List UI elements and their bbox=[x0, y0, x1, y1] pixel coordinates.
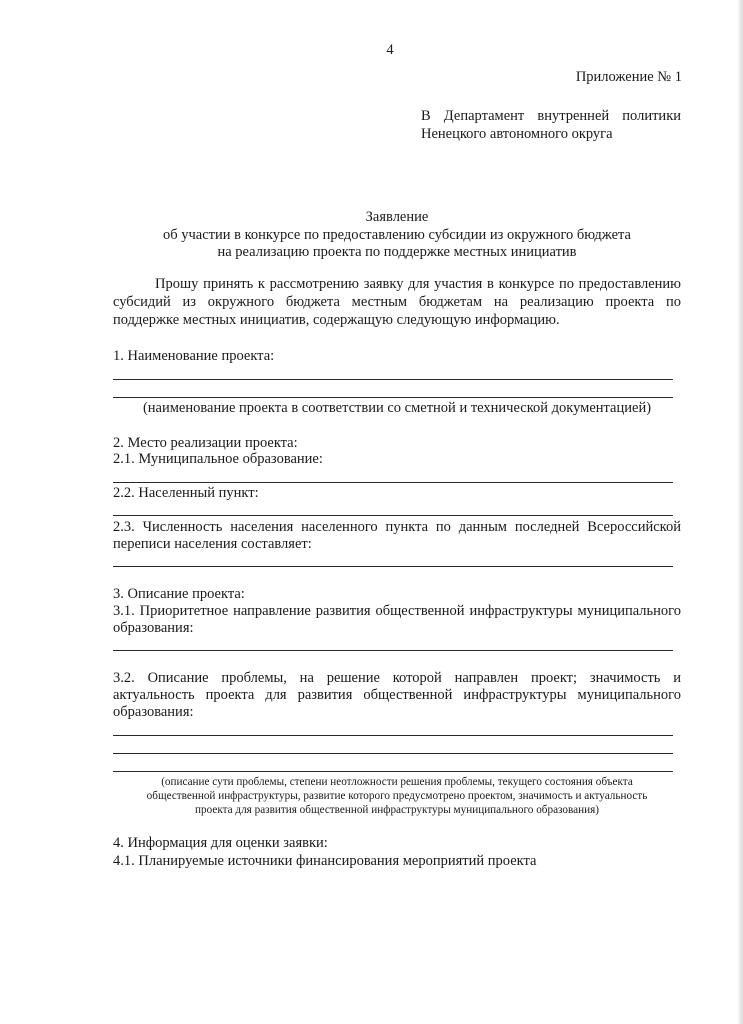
priority-label-line-2: образования: bbox=[113, 620, 194, 636]
problem-label-line-2: актуальность проекта для развития общественной инфраструктуры муниципального bbox=[113, 687, 681, 703]
problem-line-1 bbox=[113, 735, 673, 736]
section-3-hint-line-3: проекта для развития общественной инфраструктуры муниципального образования) bbox=[195, 804, 599, 816]
section-2-heading: 2. Место реализации проекта: bbox=[113, 435, 298, 451]
priority-label-line-1: 3.1. Приоритетное направление развития общественной инфраструктуры муниципального bbox=[113, 603, 681, 619]
intro-line-3: поддержке местных инициатив, содержащую следующую информацию. bbox=[113, 312, 560, 328]
municipality-label: 2.1. Муниципальное образование: bbox=[113, 451, 323, 467]
addressee-line-1: В Департамент внутренней политики bbox=[421, 108, 681, 124]
page-number: 4 bbox=[386, 42, 394, 58]
project-name-line-2 bbox=[113, 397, 673, 398]
section-3-hint-line-1: (описание сути проблемы, степени неотложности решения проблемы, текущего состояния объекта bbox=[161, 776, 633, 788]
priority-line bbox=[113, 650, 673, 651]
addressee-line-2: Ненецкого автономного округа bbox=[421, 126, 613, 142]
scan-edge-shadow bbox=[737, 0, 743, 1024]
settlement-label: 2.2. Населенный пункт: bbox=[113, 485, 259, 501]
intro-line-1: Прошу принять к рассмотрению заявку для участия в конкурсе по предоставлению bbox=[155, 276, 681, 292]
document-title: Заявление bbox=[365, 209, 429, 225]
section-4-heading: 4. Информация для оценки заявки: bbox=[113, 835, 328, 851]
section-3-heading: 3. Описание проекта: bbox=[113, 586, 245, 602]
document-subtitle-2: на реализацию проекта по поддержке местных инициатив bbox=[217, 244, 577, 260]
problem-line-2 bbox=[113, 753, 673, 754]
population-label-line-1: 2.3. Численность населения населенного пункта по данным последней Всероссийской bbox=[113, 519, 681, 535]
settlement-line bbox=[113, 515, 673, 516]
population-label-line-2: переписи населения составляет: bbox=[113, 536, 312, 552]
problem-line-3 bbox=[113, 771, 673, 772]
section-3-hint-line-2: общественной инфраструктуры, развитие которого предусмотрено проектом, значимость и актуальность bbox=[146, 790, 648, 802]
population-line bbox=[113, 566, 673, 567]
funding-sources-label: 4.1. Планируемые источники финансирования мероприятий проекта bbox=[113, 853, 537, 869]
problem-label-line-1: 3.2. Описание проблемы, на решение которой направлен проект; значимость и bbox=[113, 670, 681, 686]
document-subtitle-1: об участии в конкурсе по предоставлению субсидии из окружного бюджета bbox=[163, 227, 631, 243]
section-1-heading: 1. Наименование проекта: bbox=[113, 348, 275, 364]
municipality-line bbox=[113, 482, 673, 483]
section-1-hint: (наименование проекта в соответствии со сметной и технической документацией) bbox=[142, 400, 652, 416]
appendix-label: Приложение № 1 bbox=[575, 69, 682, 85]
intro-line-2: субсидий из окружного бюджета местным бюджетам на реализацию проекта по bbox=[113, 294, 681, 310]
problem-label-line-3: образования: bbox=[113, 704, 194, 720]
project-name-line-1 bbox=[113, 379, 673, 380]
